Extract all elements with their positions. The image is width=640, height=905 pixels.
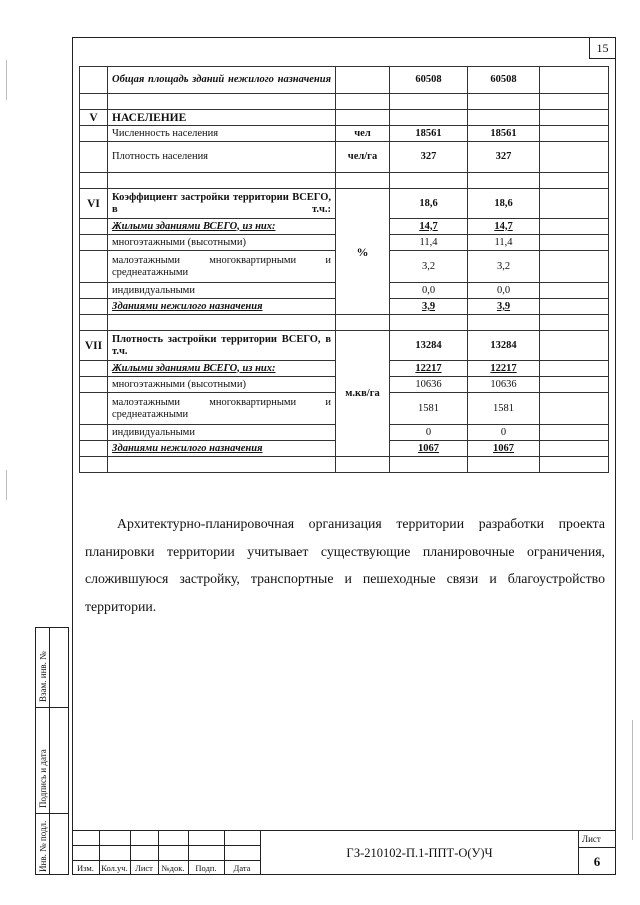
value-cell: 18,6 xyxy=(390,189,468,219)
tb-col-date: Дата xyxy=(233,863,251,873)
value-cell: 10636 xyxy=(468,377,540,393)
unit-cell: чел xyxy=(336,126,390,142)
section-title: НАСЕЛЕНИЕ xyxy=(108,110,336,126)
value-cell: 3,2 xyxy=(468,251,540,283)
body-paragraph: Архитектурно-планировочная организация территории разработки проекта планировки территории учитывает существующие планировочные ограничения, сложившуюся застройку, транспортные и пешеходные связи и благоустройство территории. xyxy=(85,516,605,614)
value-cell: 60508 xyxy=(390,67,468,94)
unit-cell: % xyxy=(336,189,390,315)
section-number: V xyxy=(80,110,108,126)
value-cell: 11,4 xyxy=(390,235,468,251)
stamp-inv-original: Инв. № подл. xyxy=(38,820,48,872)
spacer-row xyxy=(80,94,609,110)
value-cell: 14,7 xyxy=(390,219,468,235)
section-header-row xyxy=(80,189,609,219)
value-cell: 0 xyxy=(390,425,468,441)
row-label: Численность населения xyxy=(108,126,336,142)
row-label: Зданиями нежилого назначения xyxy=(108,299,336,315)
value-cell: 1067 xyxy=(468,441,540,457)
unit-cell: чел/га xyxy=(336,142,390,173)
spacer-row xyxy=(80,173,609,189)
tb-col-change: Изм. xyxy=(77,863,94,873)
tb-col-qty: Кол.уч. xyxy=(101,863,128,873)
row-label: индивидуальными xyxy=(108,425,336,441)
section-number: VII xyxy=(80,331,108,361)
value-cell: 0,0 xyxy=(468,283,540,299)
value-cell: 3,9 xyxy=(468,299,540,315)
sheet-number: 6 xyxy=(593,854,601,869)
value-cell: 10636 xyxy=(390,377,468,393)
stamp-sign-date: Подпись и дата xyxy=(38,749,48,808)
section-header-row xyxy=(80,331,609,361)
unit-cell: м.кв/га xyxy=(336,331,390,457)
value-cell: 327 xyxy=(390,142,468,173)
value-cell: 12217 xyxy=(468,361,540,377)
scan-artifact xyxy=(632,720,633,840)
value-cell: 14,7 xyxy=(468,219,540,235)
row-label: Жилыми зданиями ВСЕГО, из них: xyxy=(108,219,336,235)
spacer-row xyxy=(80,315,609,331)
tb-col-sheet: Лист xyxy=(135,863,153,873)
value-cell: 60508 xyxy=(468,67,540,94)
value-cell: 12217 xyxy=(390,361,468,377)
page-number: 15 xyxy=(589,37,616,59)
spacer-row xyxy=(80,457,609,473)
value-cell: 18561 xyxy=(468,126,540,142)
table-row xyxy=(80,142,609,173)
section-number: VI xyxy=(80,189,108,219)
scan-artifact xyxy=(6,60,7,100)
section-title: Коэффициент застройки территории ВСЕГО, в т.ч.: xyxy=(108,189,336,219)
value-cell: 18,6 xyxy=(468,189,540,219)
row-label: малоэтажными многоквартирными и среднеатажными xyxy=(108,251,336,283)
value-cell: 3,2 xyxy=(390,251,468,283)
scan-artifact xyxy=(6,470,7,500)
value-cell: 18561 xyxy=(390,126,468,142)
row-label: многоэтажными (высотными) xyxy=(108,377,336,393)
tb-col-sign: Подп. xyxy=(195,863,217,873)
table-row xyxy=(80,67,609,94)
parameters-table xyxy=(79,66,609,473)
value-cell: 0,0 xyxy=(390,283,468,299)
value-cell: 1581 xyxy=(390,393,468,425)
row-label: многоэтажными (высотными) xyxy=(108,235,336,251)
row-label: Общая площадь зданий нежилого назначения xyxy=(108,67,336,94)
row-label: Плотность населения xyxy=(108,142,336,173)
value-cell: 1581 xyxy=(468,393,540,425)
value-cell: 1067 xyxy=(390,441,468,457)
tb-col-doc: №док. xyxy=(161,863,185,873)
row-label: Зданиями нежилого назначения xyxy=(108,441,336,457)
section-header-row xyxy=(80,110,609,126)
value-cell: 13284 xyxy=(390,331,468,361)
value-cell: 13284 xyxy=(468,331,540,361)
stamp-replaced-inv: Взам. инв. № xyxy=(38,651,48,702)
section-title: Плотность застройки территории ВСЕГО, в т.ч. xyxy=(108,331,336,361)
value-cell: 3,9 xyxy=(390,299,468,315)
row-label: индивидуальными xyxy=(108,283,336,299)
table-row xyxy=(80,126,609,142)
value-cell: 327 xyxy=(468,142,540,173)
sheet-label: Лист xyxy=(582,834,601,844)
value-cell: 0 xyxy=(468,425,540,441)
document-code: ГЗ-210102-П.1-ППТ-О(У)Ч xyxy=(260,830,578,875)
row-label: малоэтажными многоквартирными и среднеатажными xyxy=(108,393,336,425)
value-cell: 11,4 xyxy=(468,235,540,251)
row-label: Жилыми зданиями ВСЕГО, из них: xyxy=(108,361,336,377)
